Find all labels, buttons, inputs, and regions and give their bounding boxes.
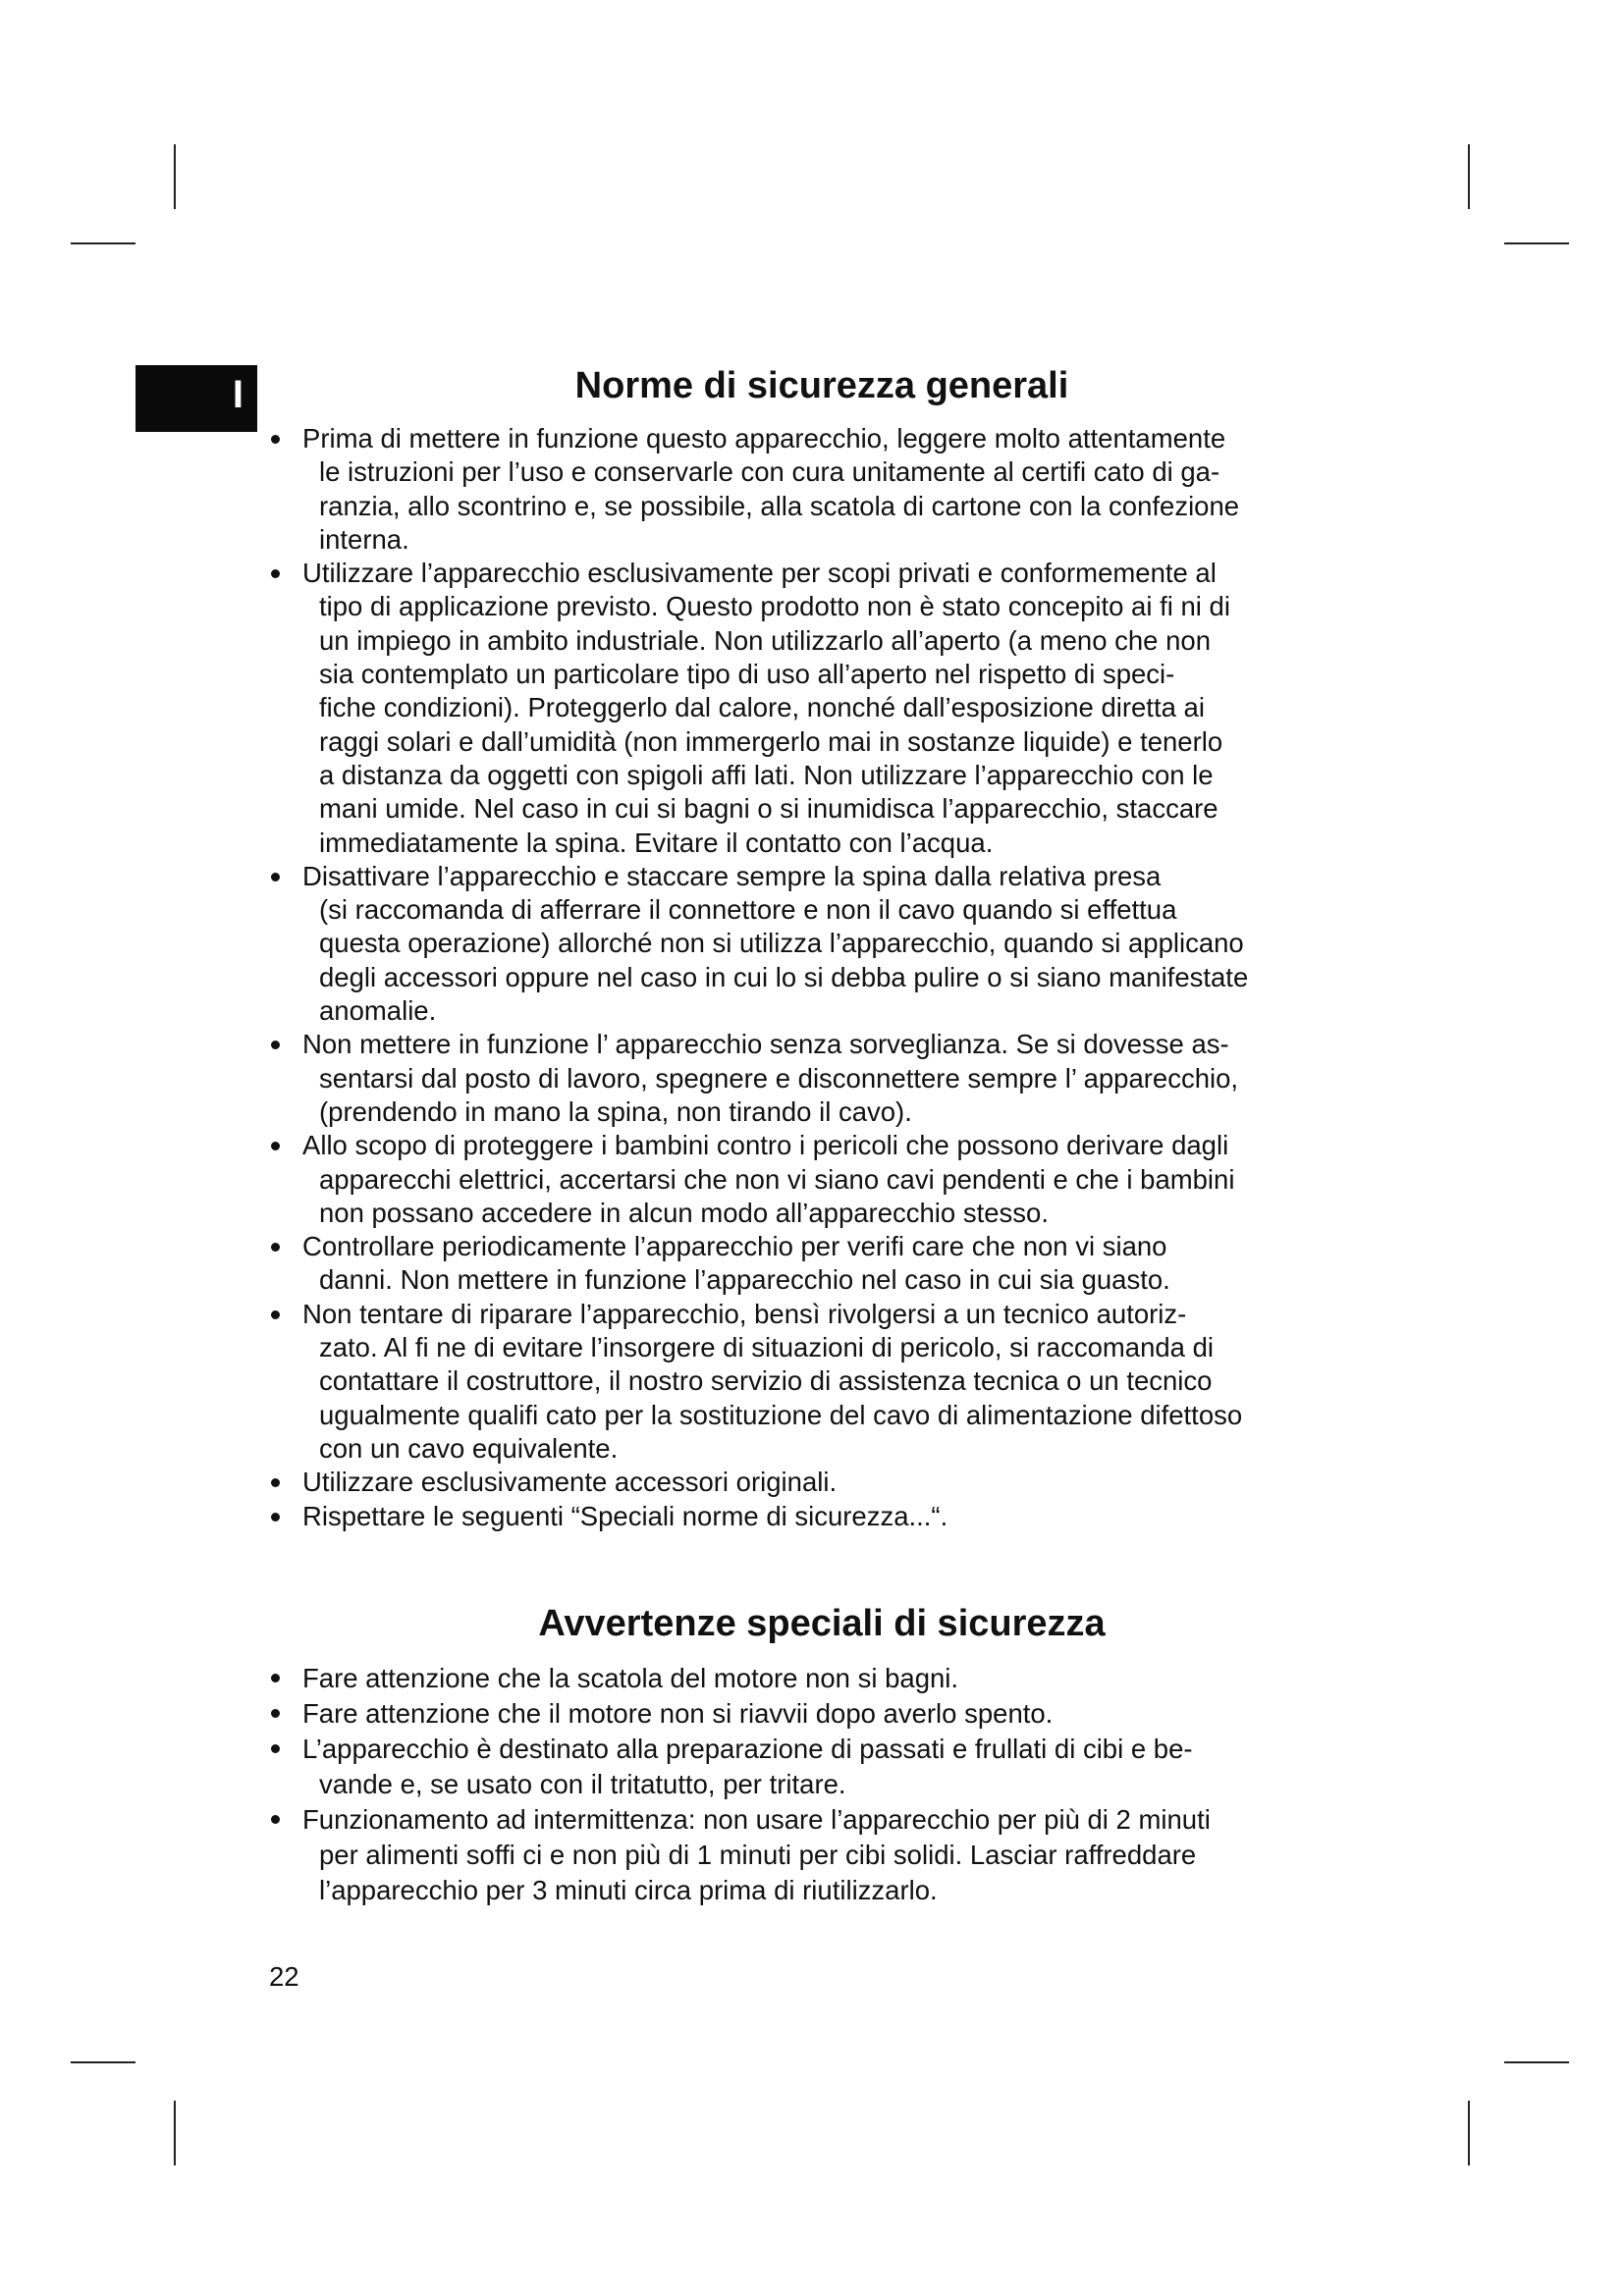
general-safety-list xyxy=(265,422,1248,1533)
list-item-line: Controllare periodicamente l’apparecchio per verifi care che non vi siano xyxy=(302,1231,1167,1262)
list-item-line: Prima di mettere in funzione questo apparecchio, leggere molto attentamente xyxy=(302,423,1226,454)
list-item-line: zato. Al fi ne di evitare l’insorgere di situazioni di pericolo, si raccomanda di xyxy=(319,1332,1215,1363)
list-item-line: ranzia, allo scontrino e, se possibile, alla scatola di cartone con la confezione xyxy=(319,490,1240,521)
section-title-general-safety: Norme di sicurezza generali xyxy=(574,365,1069,406)
list-item-line: interna. xyxy=(319,523,409,555)
list-item xyxy=(265,1696,1211,1732)
list-item-line: Disattivare l’apparecchio e staccare sempre la spina dalla relativa presa xyxy=(302,860,1162,891)
list-item-line: Allo scopo di proteggere i bambini contro i pericoli che possono derivare dagli xyxy=(302,1130,1229,1161)
list-item xyxy=(265,1230,1248,1298)
list-item xyxy=(265,422,1248,557)
list-item-line: mani umide. Nel caso in cui si bagni o si inumidisca l’apparecchio, staccare xyxy=(319,793,1218,825)
crop-mark xyxy=(174,144,176,209)
crop-mark xyxy=(1504,2061,1569,2063)
list-item xyxy=(265,1298,1248,1466)
list-item xyxy=(265,1500,1248,1533)
list-item-line: Non tentare di riparare l’apparecchio, bensì rivolgersi a un tecnico autoriz- xyxy=(302,1298,1187,1329)
list-item-line: ugualmente qualifi cato per la sostituzione del cavo di alimentazione difettoso xyxy=(319,1399,1243,1430)
list-item-line: fiche condizioni). Proteggerlo dal calore, nonché dall’esposizione diretta ai xyxy=(319,692,1205,723)
list-item-line: raggi solari e dall’umidità (non immergerlo mai in sostanze liquide) e tenerlo xyxy=(319,725,1223,757)
list-item xyxy=(265,1129,1248,1230)
list-item-line: non possano accedere in alcun modo all’apparecchio stesso. xyxy=(319,1197,1049,1228)
list-item-line: L’apparecchio è destinato alla preparazione di passati e frullati di cibi e be- xyxy=(302,1734,1193,1764)
list-item-line: Utilizzare l’apparecchio esclusivamente per scopi privati e conformemente al xyxy=(302,558,1217,589)
list-item xyxy=(265,1661,1211,1696)
list-item-line: le istruzioni per l’uso e conservarle con cura unitamente al certifi cato di ga- xyxy=(319,456,1220,488)
list-item xyxy=(265,557,1248,860)
list-item-line: (si raccomanda di afferrare il connettore e non il cavo quando si effettua xyxy=(319,894,1177,926)
list-item xyxy=(265,1028,1248,1129)
list-item-line: un impiego in ambito industriale. Non utilizzarlo all’aperto (a meno che non xyxy=(319,624,1211,656)
list-item-line: Rispettare le seguenti “Speciali norme di sicurezza...“. xyxy=(302,1500,948,1531)
list-item-line: con un cavo equivalente. xyxy=(319,1432,619,1464)
crop-mark xyxy=(71,242,135,244)
list-item-line: Non mettere in funzione l’ apparecchio senza sorveglianza. Se si dovesse as- xyxy=(302,1029,1229,1060)
list-item-line: sia contemplato un particolare tipo di uso all’aperto nel rispetto di speci- xyxy=(319,659,1175,690)
list-item-line: Utilizzare esclusivamente accessori originali. xyxy=(302,1467,838,1498)
list-item xyxy=(265,1802,1211,1908)
list-item-line: tipo di applicazione previsto. Questo prodotto non è stato concepito ai fi ni di xyxy=(319,591,1230,622)
list-item-line: degli accessori oppure nel caso in cui lo si debba pulire o si siano manifestate xyxy=(319,961,1249,992)
list-item-line: apparecchi elettrici, accertarsi che non vi siano cavi pendenti e che i bambini xyxy=(319,1163,1235,1195)
crop-mark xyxy=(174,2101,176,2165)
crop-mark xyxy=(1468,144,1470,209)
section-title-special-safety: Avvertenze speciali di sicurezza xyxy=(538,1603,1106,1644)
list-item-line: immediatamente la spina. Evitare il contatto con l’acqua. xyxy=(319,827,994,858)
special-safety-list xyxy=(265,1661,1211,1908)
list-item xyxy=(265,860,1248,1028)
page-number: 22 xyxy=(269,1961,299,1992)
list-item xyxy=(265,1466,1248,1499)
list-item-line: sentarsi dal posto di lavoro, spegnere e disconnettere sempre l’ apparecchio, xyxy=(319,1062,1239,1094)
list-item-line: (prendendo in mano la spina, non tirando il cavo). xyxy=(319,1095,912,1127)
crop-mark xyxy=(1468,2101,1470,2165)
list-item-line: contattare il costruttore, il nostro servizio di assistenza tecnica o un tecnico xyxy=(319,1365,1213,1397)
language-tab-label: I xyxy=(232,373,244,416)
list-item-line: questa operazione) allorché non si utilizza l’apparecchio, quando si applicano xyxy=(319,928,1244,959)
list-item-line: l’apparecchio per 3 minuti circa prima di riutilizzarlo. xyxy=(319,1875,938,1905)
list-item-line: anomalie. xyxy=(319,995,437,1027)
list-item-line: Fare attenzione che il motore non si riavvii dopo averlo spento. xyxy=(302,1698,1054,1729)
list-item-line: per alimenti soffi ci e non più di 1 minuti per cibi solidi. Lasciar raffreddare xyxy=(319,1840,1197,1870)
list-item-line: Fare attenzione che la scatola del motore non si bagni. xyxy=(302,1663,959,1693)
crop-mark xyxy=(71,2061,135,2063)
list-item-line: danni. Non mettere in funzione l’apparecchio nel caso in cui sia guasto. xyxy=(319,1264,1170,1296)
list-item-line: vande e, se usato con il tritatutto, per tritare. xyxy=(319,1769,846,1799)
list-item-line: Funzionamento ad intermittenza: non usare l’apparecchio per più di 2 minuti xyxy=(302,1804,1211,1835)
crop-mark xyxy=(1504,242,1569,244)
list-item-line: a distanza da oggetti con spigoli affi lati. Non utilizzare l’apparecchio con le xyxy=(319,759,1214,790)
list-item xyxy=(265,1732,1211,1802)
